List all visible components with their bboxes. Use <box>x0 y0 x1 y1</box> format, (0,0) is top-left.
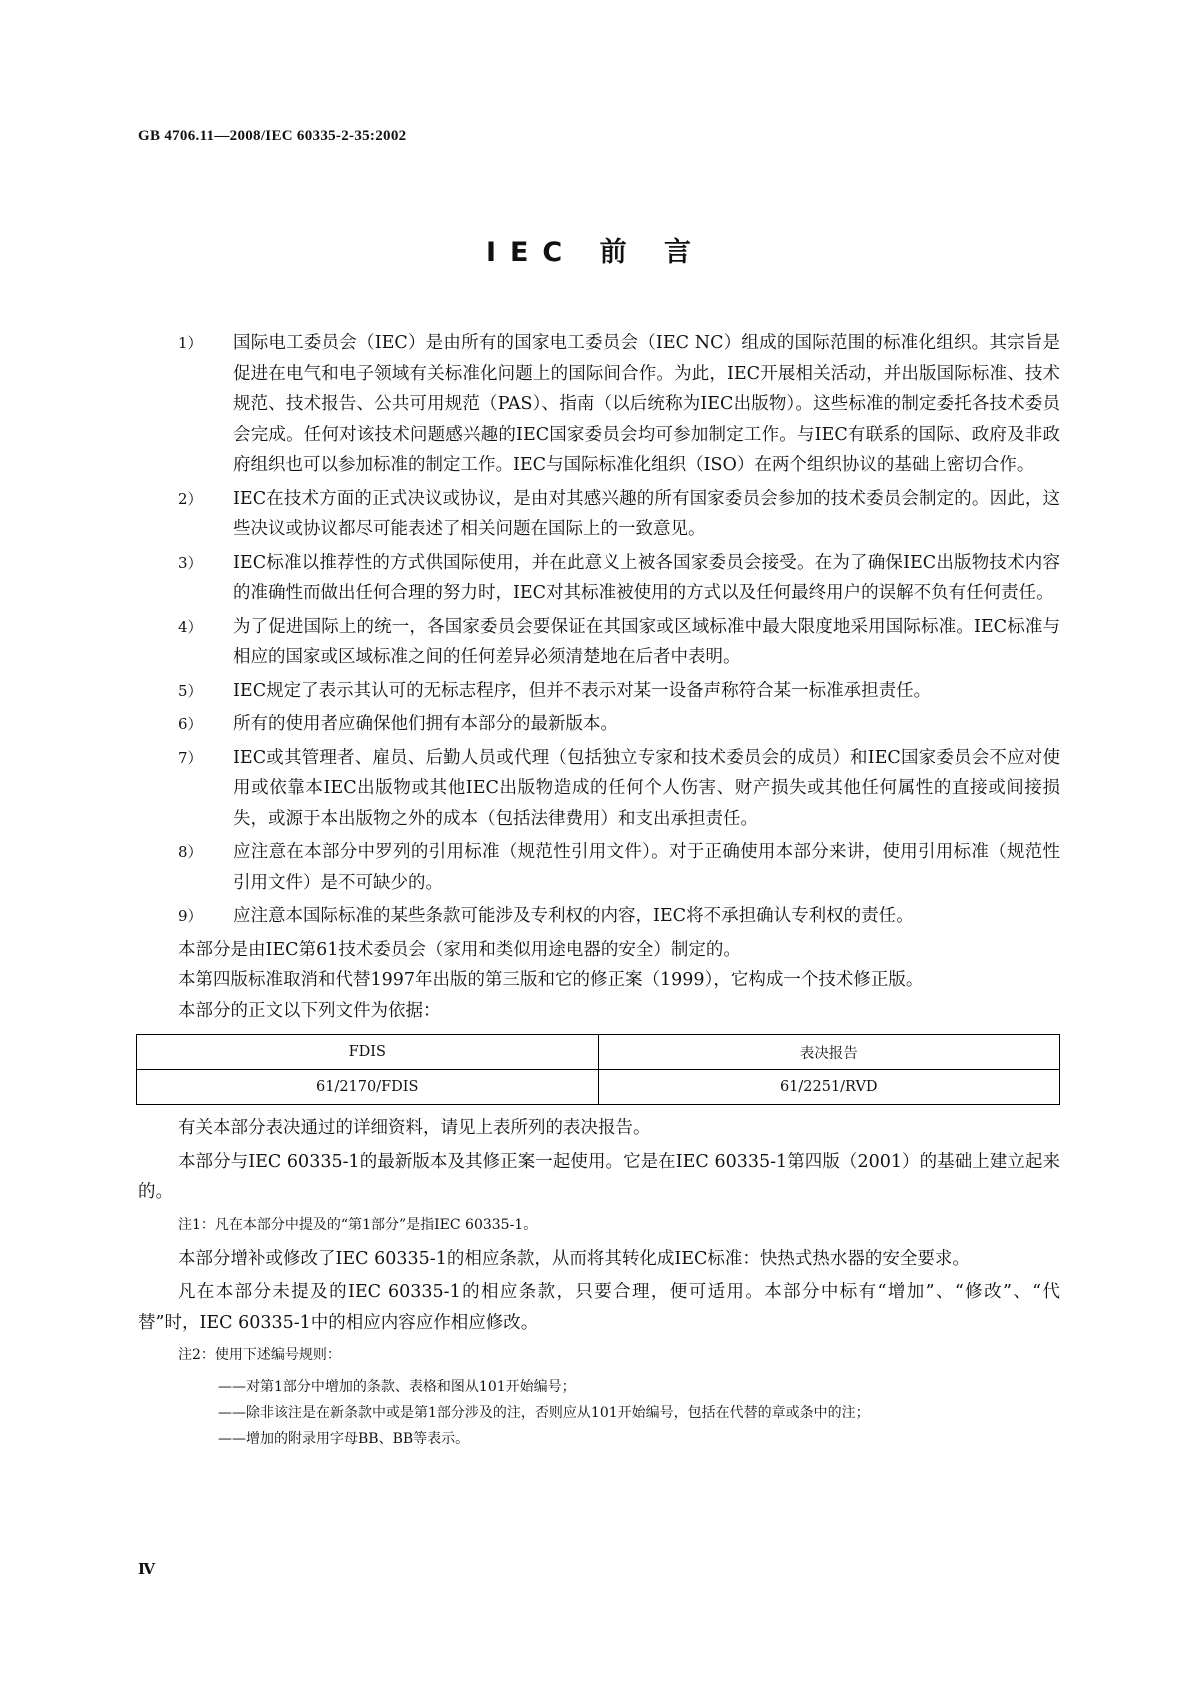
list-item <box>138 328 1060 481</box>
table-header-vote-report: 表决报告 <box>598 1035 1060 1070</box>
list-item-number: 3） <box>178 553 203 572</box>
paragraph-usage: 本部分与IEC 60335-1的最新版本及其修正案一起使用。它是在IEC 60335-1第四版（2001）的基础上建立起来的。 <box>138 1151 1060 1202</box>
document-code-header: GB 4706.11—2008/IEC 60335-2-35:2002 <box>138 128 407 144</box>
list-item-text: 所有的使用者应确保他们拥有本部分的最新版本。 <box>233 714 618 734</box>
list-item-number: 5） <box>178 681 203 700</box>
list-item-number: 6） <box>178 715 203 733</box>
paragraph-supplement: 本部分增补或修改了IEC 60335-1的相应条款，从而将其转化成IEC标准：快热式热水器的安全要求。 <box>178 1248 970 1269</box>
list-item <box>138 709 1060 740</box>
list-item-text: 为了促进国际上的统一，各国家委员会要保证在其国家或区域标准中最大限度地采用国际标准。IEC标准与相应的国家或区域标准之间的任何差异必须清楚地在后者中表明。 <box>233 616 1060 667</box>
document-body <box>138 328 1060 1452</box>
paragraph-edition: 本第四版标准取消和代替1997年出版的第三版和它的修正案（1999），它构成一个技术修正版。 <box>178 970 924 990</box>
table-cell-rvd: 61/2251/RVD <box>598 1070 1060 1105</box>
list-item <box>138 743 1060 835</box>
list-item <box>138 484 1060 545</box>
list-item-text: IEC规定了表示其认可的无标志程序，但并不表示对某一设备声称符合某一标准承担责任。 <box>233 680 932 701</box>
voting-table <box>136 1034 1060 1105</box>
page-title: IEC 前 言 <box>485 237 706 268</box>
table-header-row <box>137 1035 1060 1070</box>
list-item <box>138 612 1060 673</box>
list-item <box>138 901 1060 932</box>
paragraph-vote-details: 有关本部分表决通过的详细资料，请见上表所列的表决报告。 <box>178 1118 651 1138</box>
list-item-number: 7） <box>178 748 203 767</box>
list-item <box>138 837 1060 898</box>
table-row <box>137 1070 1060 1105</box>
list-item <box>138 548 1060 609</box>
list-item-number: 1） <box>178 334 203 352</box>
paragraph-basis: 本部分的正文以下列文件为依据： <box>178 1000 441 1021</box>
note-1: 注1：凡在本部分中提及的“第1部分”是指IEC 60335-1。 <box>178 1216 538 1233</box>
table-cell-fdis: 61/2170/FDIS <box>137 1070 599 1105</box>
list-item-number: 4） <box>178 617 203 636</box>
list-item-number: 8） <box>178 843 203 861</box>
note-2: 注2：使用下述编号规则： <box>178 1347 341 1363</box>
list-item-number: 9） <box>178 907 203 925</box>
list-item-text: 应注意本国际标准的某些条款可能涉及专利权的内容，IEC将不承担确认专利权的责任。 <box>233 906 914 926</box>
list-item-text: IEC或其管理者、雇员、后勤人员或代理（包括独立专家和技术委员会的成员）和IEC国家委员会不应对使用或依靠本IEC出版物或其他IEC出版物造成的任何个人伤害、财产损失或其他任何属性的直接或间接损失，或源于本出版物之外的成本（包括法律费用）和支出承担责任。 <box>233 747 1060 829</box>
list-item-text: IEC在技术方面的正式决议或协议，是由对其感兴趣的所有国家委员会参加的技术委员会制定的。因此，这些决议或协议都尽可能表述了相关问题在国际上的一致意见。 <box>233 488 1060 539</box>
list-item-number: 2） <box>178 489 203 508</box>
list-item-text: 国际电工委员会（IEC）是由所有的国家电工委员会（IEC NC）组成的国际范围的标准化组织。其宗旨是促进在电气和电子领域有关标准化问题上的国际间合作。为此，IEC开展相关活动，并出版国际标准、技术规范、技术报告、公共可用规范（PAS）、指南（以后统称为IEC出版物）。这些标准的制定委托各技术委员会完成。任何对该技术问题感兴趣的IEC国家委员会均可参加制定工作。与IEC有联系的国际、政府及非政府组织也可以参加标准的制定工作。IEC与国际标准化组织（ISO）在两个组织协议的基础上密切合作。 <box>233 333 1060 475</box>
numbering-rule: ——对第1部分中增加的条款、表格和图从101开始编号； <box>218 1379 576 1395</box>
paragraph-applicability: 凡在本部分未提及的IEC 60335-1的相应条款，只要合理，便可适用。本部分中标有“增加”、“修改”、“代替”时，IEC 60335-1中的相应内容应作相应修改。 <box>138 1282 1060 1333</box>
list-item <box>138 676 1060 707</box>
list-item-text: IEC标准以推荐性的方式供国际使用，并在此意义上被各国家委员会接受。在为了确保IEC出版物技术内容的准确性而做出任何合理的努力时，IEC对其标准被使用的方式以及任何最终用户的误解不负有任何责任。 <box>233 552 1060 603</box>
table-header-fdis: FDIS <box>137 1035 599 1070</box>
paragraph-committee: 本部分是由IEC第61技术委员会（家用和类似用途电器的安全）制定的。 <box>178 939 741 960</box>
numbering-rule: ——除非该注是在新条款中或是第1部分涉及的注，否则应从101开始编号，包括在代替的章或条中的注； <box>218 1405 870 1421</box>
page-number: Ⅳ <box>138 1562 156 1578</box>
list-item-text: 应注意在本部分中罗列的引用标准（规范性引用文件）。对于正确使用本部分来讲，使用引用标准（规范性引用文件）是不可缺少的。 <box>233 842 1060 893</box>
numbering-rule: ——增加的附录用字母BB、BB等表示。 <box>218 1431 470 1447</box>
